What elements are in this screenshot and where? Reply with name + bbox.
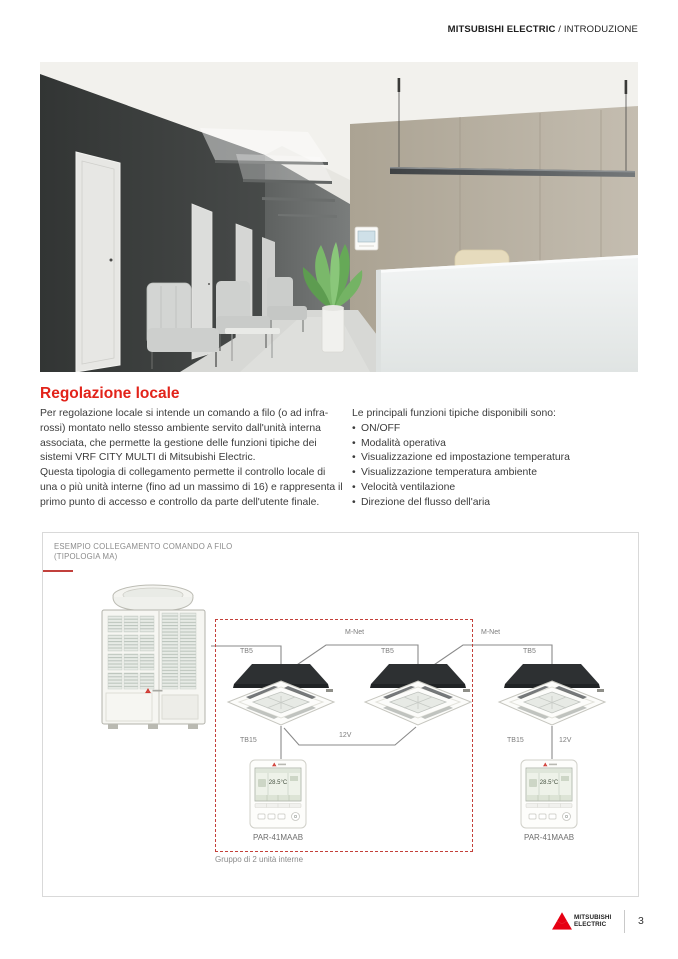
- function-item: • ON/OFF: [352, 422, 642, 437]
- header-brand: MITSUBISHI ELECTRIC: [447, 24, 556, 35]
- outdoor-unit: [96, 583, 211, 733]
- label-mnet: M-Net: [345, 629, 365, 636]
- label-tb15: TB15: [240, 737, 257, 744]
- indoor-cassette-2: [363, 663, 473, 737]
- group-caption: Gruppo di 2 unità interne: [215, 855, 304, 864]
- function-item: • Direzione del flusso dell'aria: [352, 496, 642, 511]
- remote-controller-2: [520, 759, 578, 829]
- intro-text-column: [40, 407, 343, 511]
- indoor-cassette-3: [497, 663, 607, 737]
- diagram-caption-line2: (TIPOLOGIA MA): [54, 552, 118, 561]
- section-title: Regolazione locale: [40, 385, 180, 402]
- mitsubishi-logo-icon: [552, 912, 572, 930]
- functions-list: [352, 422, 642, 511]
- label-tb15: TB15: [507, 737, 524, 744]
- office-photo: [40, 62, 638, 372]
- remote-model-label: PAR-41MAAB: [252, 833, 304, 842]
- label-tb5: TB5: [240, 648, 253, 655]
- intro-paragraph-2: Questa tipologia di collegamento permette il controllo locale di una o più unità interne (fino ad un massimo di 16) e rappresenta il primo punto di accesso e controllo da parte dell'utente finale.: [40, 467, 343, 508]
- label-tb5: TB5: [381, 648, 394, 655]
- header-section: INTRODUZIONE: [563, 24, 638, 35]
- label-12v: 12V: [559, 737, 572, 744]
- photo-wall-controller: [355, 227, 378, 250]
- remote-model-label: PAR-41MAAB: [523, 833, 575, 842]
- intro-paragraph-1: Per regolazione locale si intende un comando a filo (o ad infra-rossi) montato nello stesso ambiente servito dall'unità interna associata, che permette la gestione delle funzioni tipiche dei sistemi VRF CITY MULTI di Mitsubishi Electric.: [40, 408, 329, 464]
- indoor-cassette-1: [226, 663, 336, 737]
- remote-controller-1: [249, 759, 307, 829]
- functions-intro: Le principali funzioni tipiche disponibili sono:: [352, 408, 556, 419]
- remote-display-temp: 28.5°C: [539, 780, 559, 786]
- page-number: 3: [638, 915, 644, 927]
- label-tb5: TB5: [523, 648, 536, 655]
- diagram-caption-line1: ESEMPIO COLLEGAMENTO COMANDO A FILO: [54, 542, 233, 551]
- page-header: [448, 24, 638, 35]
- label-mnet: M-Net: [481, 629, 501, 636]
- photo-reception-desk: [376, 255, 638, 372]
- wiring-diagram-panel: [42, 532, 639, 897]
- footer-logo-text: MITSUBISHI ELECTRIC: [574, 914, 612, 928]
- function-item: • Visualizzazione temperatura ambiente: [352, 466, 642, 481]
- label-12v: 12V: [339, 732, 352, 739]
- function-item: • Modalità operativa: [352, 437, 642, 452]
- function-item: • Velocità ventilazione: [352, 481, 642, 496]
- remote-display-temp: 28.5°C: [268, 780, 288, 786]
- functions-column: [352, 407, 642, 511]
- header-separator: /: [555, 24, 564, 35]
- footer-divider: [624, 910, 625, 933]
- function-item: • Visualizzazione ed impostazione temperatura: [352, 451, 642, 466]
